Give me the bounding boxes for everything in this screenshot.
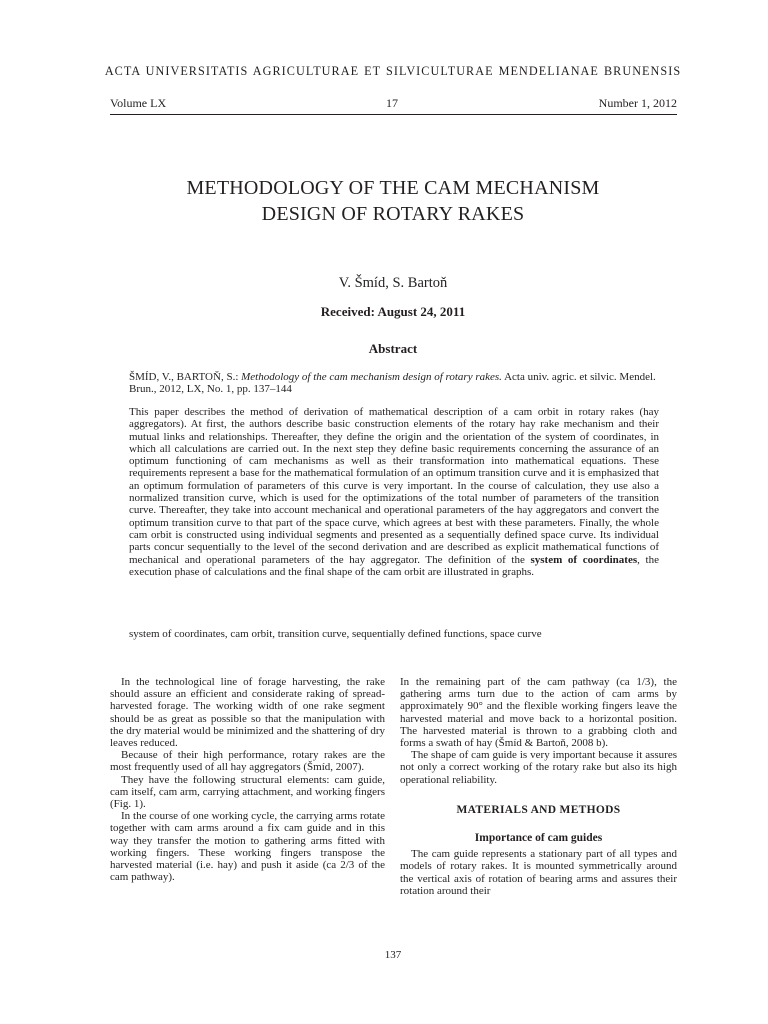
keywords: system of coordinates, cam orbit, transition curve, sequentially defined functions, space curve bbox=[129, 628, 542, 640]
number-label: Number 1, 2012 bbox=[598, 96, 677, 110]
abstract-text-part-2: , the execution phase of calculations and the final shape of the cam orbit are illustrated in graphs. bbox=[129, 553, 659, 578]
received-date: Received: August 24, 2011 bbox=[320, 304, 466, 319]
header-rule bbox=[110, 114, 677, 115]
abstract-heading: Abstract bbox=[368, 341, 418, 356]
left-paragraph: Because of their high performance, rotary rakes are the most frequently used of all hay aggregators (Šmíd, 2007). bbox=[110, 749, 385, 774]
right-column bbox=[400, 676, 677, 897]
right-paragraph: The shape of cam guide is very important because it assures not only a correct working of the rotary rake but also its high operational reliability. bbox=[400, 749, 677, 786]
abstract-text-part-1: This paper describes the method of derivation of mathematical description of a cam orbit in rotary rakes (hay aggregators). At first, the authors describe basic construction elements of the rotary hay rake mechanism and their mutual links and relationships. Thereafter, they define the origin and the orientation of the system of coordinates, in which all calculations are carried out. In the next step they define basic requirements concerning the assurance of an optimum functioning of cam mechanisms as well as their transformation into mathematical equations. These requirements represent a base for the mathematical formulation of an optimum transition curve and it is emphasized that an optimum formulation of parameters of this curve is very important. In the course of calculation, they use also a normalized transition curve, which is used for the optimizations of the total number of parameters of the transition curve. Thereafter, they take into account mechanical and operational parameters of the hay aggregators and convert the optimum transition curve to that part of the space curve, which agrees at best with these parameters. Finally, the whole cam orbit is constructed using individual segments and presented as a sequentially defined space curve. Its individual parts concur sequentially to the level of the second derivation and are described as explicit mathematical functions of mechanical and operational parameters of the hay aggregator. The definition of the bbox=[129, 406, 659, 566]
left-column bbox=[110, 676, 385, 883]
right-paragraph: In the remaining part of the cam pathway (ca 1/3), the gathering arms turn due to the action of cam arms by approximately 90° and the flexible working fingers leave the harvested material and move back to a horizontal position. The harvested material is thrown to a grabbing cloth and forms a swath of hay (Šmíd & Bartoň, 2008 b). bbox=[400, 676, 677, 750]
abstract-bold-term: system of coordinates bbox=[530, 553, 638, 566]
left-paragraph: In the technological line of forage harvesting, the rake should assure an efficient and considerate raking of spread-harvested forage. The working width of one rake segment should be as great as possible so that the manipulation with the dry material would be minimized and the shattering of dry leaves reduced. bbox=[110, 676, 385, 750]
issue-number: 17 bbox=[386, 96, 398, 110]
paper-title-line-2: DESIGN OF ROTARY RAKES bbox=[261, 203, 525, 225]
volume-label: Volume LX bbox=[110, 96, 167, 110]
left-paragraph: They have the following structural elements: cam guide, cam itself, cam arm, carrying attachment, and working fingers (Fig. 1). bbox=[110, 773, 385, 811]
journal-name: ACTA UNIVERSITATIS AGRICULTURAE ET SILVICULTURAE MENDELIANAE BRUNENSIS bbox=[104, 64, 682, 78]
authors: V. Šmíd, S. Bartoň bbox=[338, 275, 448, 291]
right-paragraph: The cam guide represents a stationary part of all types and models of rotary rakes. It is mounted symmetrically around the vertical axis of rotation of bearing arms and assures their rotation around their bbox=[400, 848, 677, 897]
paper-title-line-1: METHODOLOGY OF THE CAM MECHANISM bbox=[186, 177, 600, 199]
citation-source: Acta univ. agric. et silvic. Mendel. Brun., 2012, LX, No. 1, pp. 137–144 bbox=[129, 371, 656, 396]
section-heading: MATERIALS AND METHODS bbox=[456, 803, 621, 816]
citation bbox=[129, 371, 659, 396]
abstract-text bbox=[129, 406, 659, 578]
page-number: 137 bbox=[384, 949, 402, 961]
left-paragraph: In the course of one working cycle, the carrying arms rotate together with cam arms around a fix cam guide and in this way they transfer the motion to gathering arms fitted with working fingers. These working fingers transpose the harvested material (i.e. hay) and push it aside (ca 2/3 of the cam pathway). bbox=[110, 810, 385, 884]
sub-heading: Importance of cam guides bbox=[474, 832, 603, 845]
citation-authors: ŠMÍD, V., BARTOŇ, S.: bbox=[129, 371, 242, 383]
citation-title: Methodology of the cam mechanism design of rotary rakes. bbox=[241, 371, 502, 383]
